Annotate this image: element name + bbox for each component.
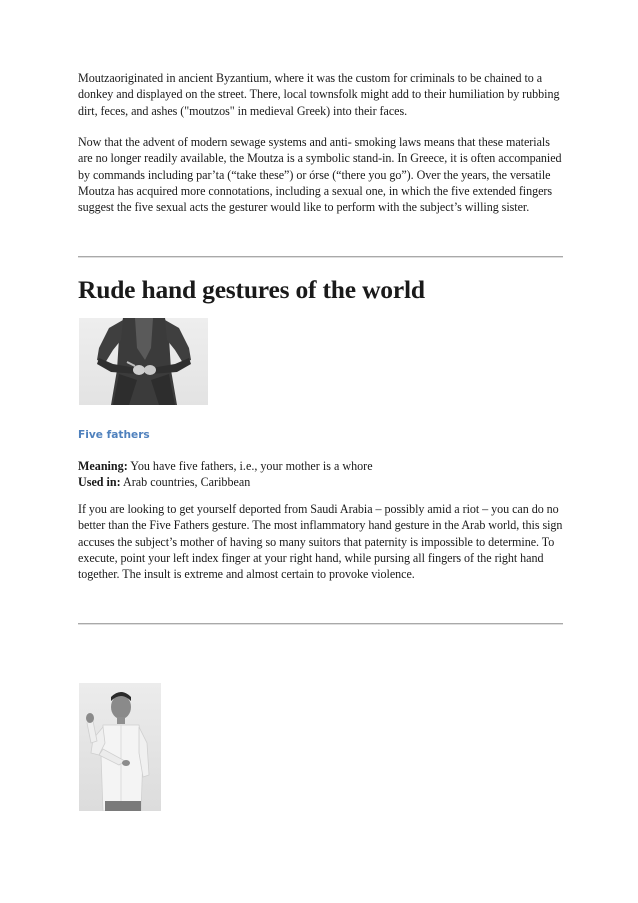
- used-in-value: Arab countries, Caribbean: [120, 475, 251, 489]
- meaning-value: You have five fathers, i.e., your mother is a whore: [127, 459, 373, 473]
- gesture-used-in: [78, 474, 563, 490]
- woman-gesture-illustration: [79, 318, 208, 405]
- moutza-modern-paragraph: Now that the advent of modern sewage systems and anti- smoking laws means that these materials are no longer readily available, the Moutza is a symbolic stand-in. In Greece, it is often accompanied by commands including par’ta (“take these”) or órse (“there you go”). Over the years, the versatile Moutza has acquired more connotations, including a sexual one, in which the five extended fingers suggest the five sexual acts the gesturer would like to perform with the subject’s willing sister.: [78, 135, 562, 215]
- gesture-meaning: [78, 458, 563, 474]
- horizontal-rule: [78, 256, 563, 258]
- moutza-origin-paragraph: Moutzaoriginated in ancient Byzantium, where it was the custom for criminals to be chained to a donkey and displayed on the street. There, local townsfolk might add to their humiliation by rubbing dirt, feces, and ashes ("moutzos" in medieval Greek) into their faces.: [78, 71, 560, 118]
- section-title: Rude hand gestures of the world: [78, 275, 425, 304]
- used-in-label: Used in:: [78, 475, 121, 489]
- man-gesture-photo: [79, 683, 161, 811]
- five-fathers-gesture-photo: [79, 318, 208, 405]
- man-gesture-illustration: [79, 683, 161, 811]
- gesture-subheading: Five fathers: [78, 429, 150, 441]
- horizontal-rule: [78, 623, 563, 625]
- meaning-label: Meaning:: [78, 459, 128, 473]
- gesture-description: If you are looking to get yourself deported from Saudi Arabia – possibly amid a riot – you can do no better than the Five Fathers gesture. The most inflammatory hand gesture in the Arab world, this sign accuses the subject’s mother of having so many suitors that paternity is impossible to determine. To execute, point your left index finger at your right hand, while pursing all fingers of the right hand together. The insult is extreme and almost certain to provoke violence.: [78, 502, 563, 582]
